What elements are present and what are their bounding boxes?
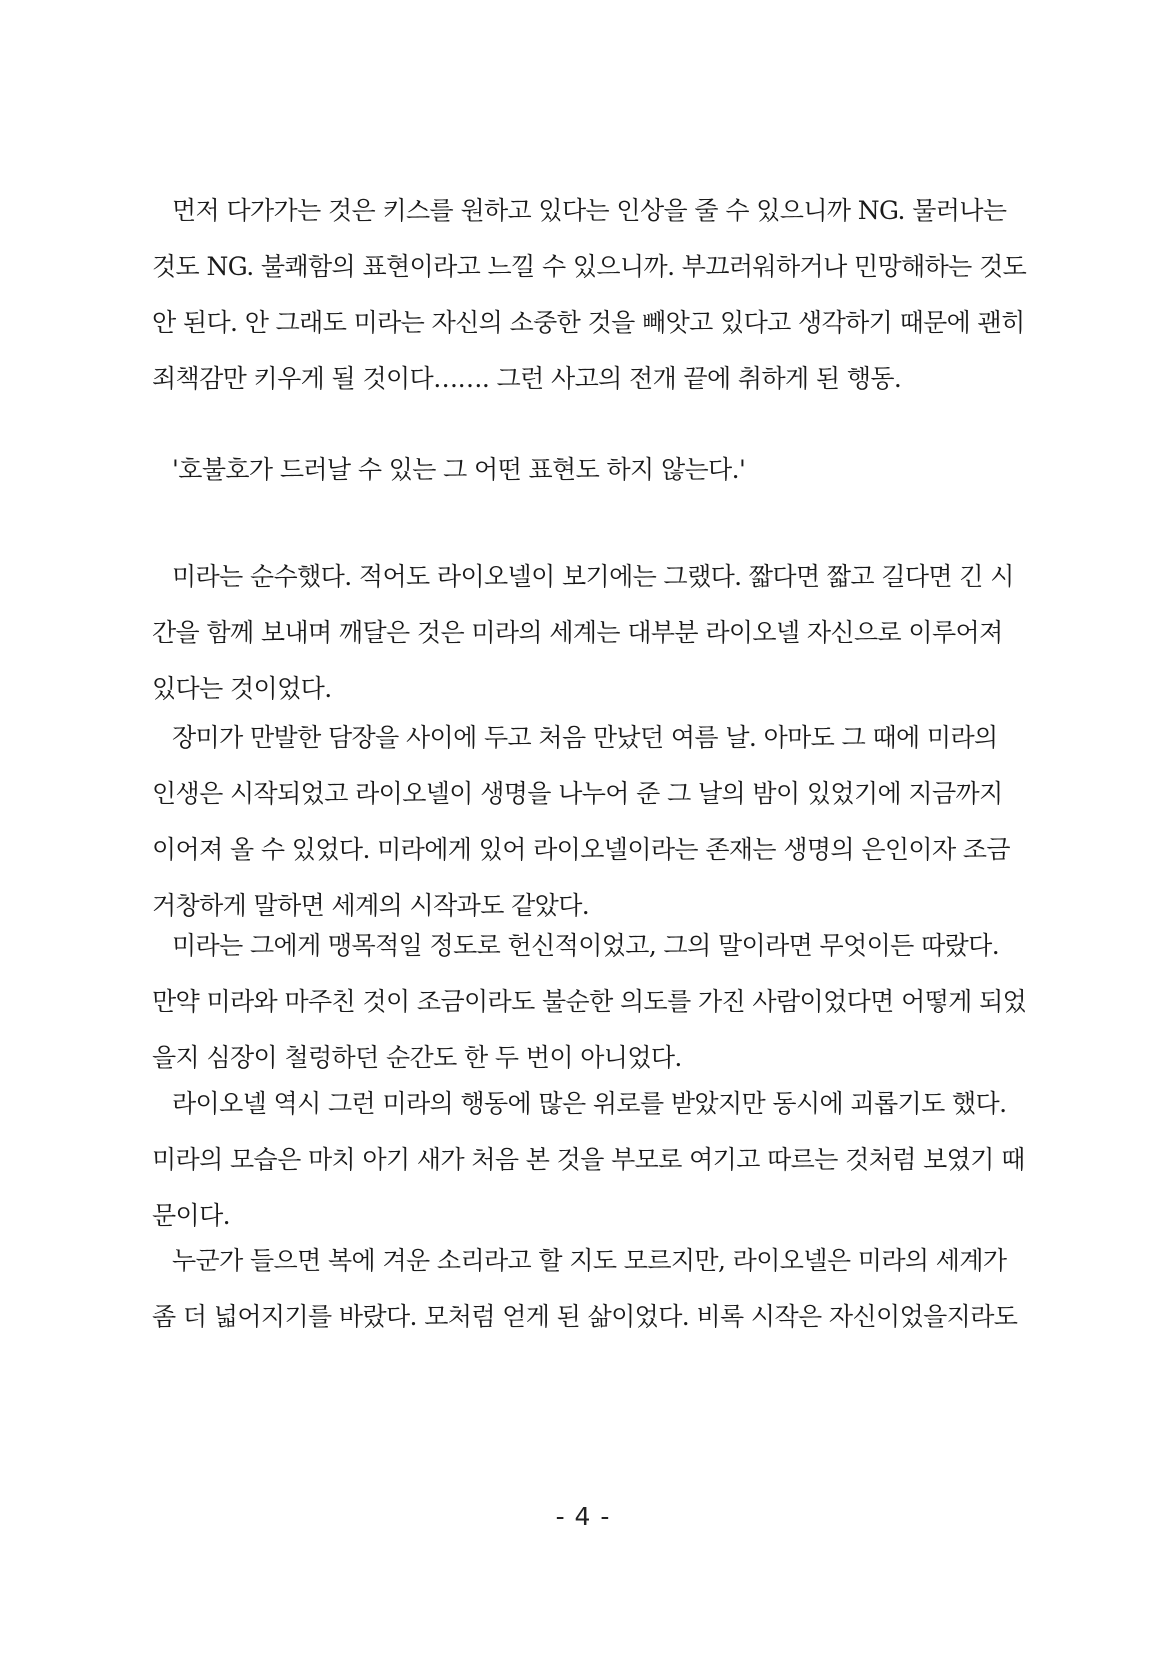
text-line: 장미가 만발한 담장을 사이에 두고 처음 만났던 여름 날. 아마도 그 때에 미라의 — [172, 723, 998, 752]
text-line: 거창하게 말하면 세계의 시작과도 같았다. — [152, 891, 590, 920]
text-line: 누군가 들으면 복에 겨운 소리라고 할 지도 모르지만, 라이오넬은 미라의 세계가 — [172, 1246, 1007, 1275]
text-line: 죄책감만 키우게 될 것이다……. 그런 사고의 전개 끝에 취하게 된 행동. — [152, 364, 902, 393]
text-line: 있다는 것이었다. — [152, 674, 332, 703]
text-line: 먼저 다가가는 것은 키스를 원하고 있다는 인상을 줄 수 있으니까 NG. 물러나는 — [172, 196, 1007, 225]
text-line: 라이오넬 역시 그런 미라의 행동에 많은 위로를 받았지만 동시에 괴롭기도 했다. — [172, 1089, 1007, 1118]
text-line: 미라는 그에게 맹목적일 정도로 헌신적이었고, 그의 말이라면 무엇이든 따랐다. — [172, 931, 1000, 960]
text-line: 이어져 올 수 있었다. 미라에게 있어 라이오넬이라는 존재는 생명의 은인이자 조금 — [152, 835, 1010, 864]
text-line: 안 된다. 안 그래도 미라는 자신의 소중한 것을 빼앗고 있다고 생각하기 때문에 괜히 — [152, 308, 1025, 337]
text-line: '호불호가 드러날 수 있는 그 어떤 표현도 하지 않는다.' — [172, 455, 746, 484]
text-line: 인생은 시작되었고 라이오넬이 생명을 나누어 준 그 날의 밤이 있었기에 지금까지 — [152, 779, 1003, 808]
text-line: 을지 심장이 철렁하던 순간도 한 두 번이 아니었다. — [152, 1043, 682, 1072]
paragraph-1 — [152, 183, 1027, 407]
paragraph-7 — [152, 1233, 1020, 1345]
text-line: 만약 미라와 마주친 것이 조금이라도 불순한 의도를 가진 사람이었다면 어떻게 되었 — [152, 987, 1027, 1016]
text-line: 미라는 순수했다. 적어도 라이오넬이 보기에는 그랬다. 짧다면 짧고 길다면 긴 시 — [172, 562, 1014, 591]
paragraph-3 — [152, 549, 1020, 717]
text-line: 미라의 모습은 마치 아기 새가 처음 본 것을 부모로 여기고 따르는 것처럼 보였기 때 — [152, 1145, 1025, 1174]
paragraph-6 — [152, 1076, 1025, 1244]
page-number: - 4 - — [555, 1502, 611, 1531]
text-line: 간을 함께 보내며 깨달은 것은 미라의 세계는 대부분 라이오넬 자신으로 이루어져 — [152, 618, 1003, 647]
text-line: 것도 NG. 불쾌함의 표현이라고 느낄 수 있으니까. 부끄러워하거나 민망해하는 것도 — [152, 252, 1027, 281]
quote-paragraph — [152, 442, 1020, 498]
text-line: 좀 더 넓어지기를 바랐다. 모처럼 얻게 된 삶이었다. 비록 시작은 자신이었을지라도 — [152, 1302, 1018, 1331]
text-line: 문이다. — [152, 1201, 230, 1230]
paragraph-5 — [152, 918, 1027, 1086]
paragraph-4 — [152, 710, 1020, 934]
